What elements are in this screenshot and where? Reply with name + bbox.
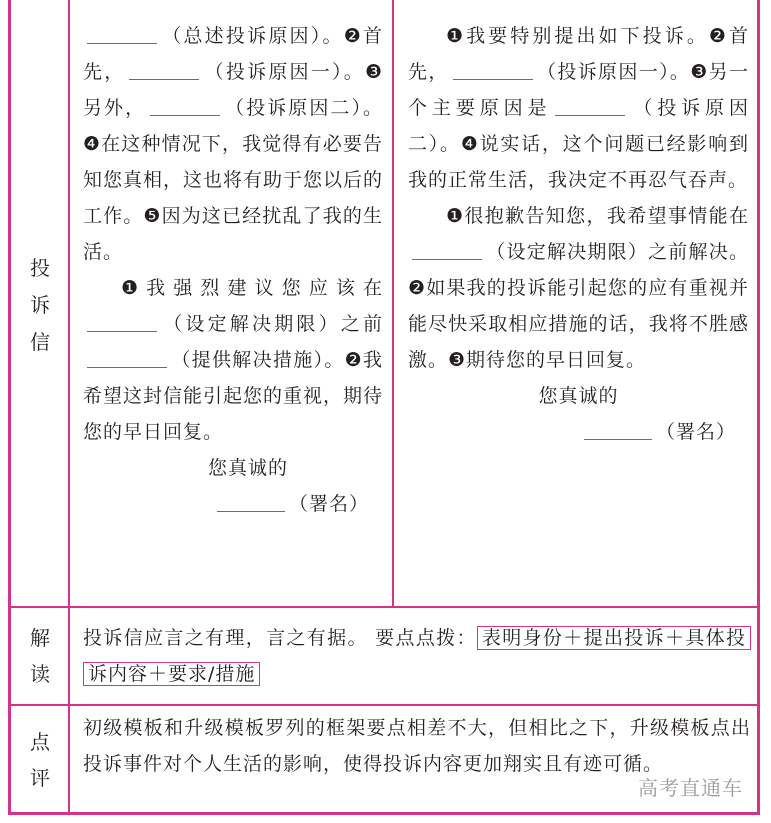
blank xyxy=(584,417,652,440)
blank xyxy=(150,93,220,116)
paragraph xyxy=(83,18,383,270)
paragraph-text: ❶很抱歉告知您，我希望事情能在 xyxy=(446,205,749,227)
closing: 您真诚的 xyxy=(207,457,288,479)
row-divider xyxy=(11,606,757,608)
paragraph-text: ❶我要特别提出如下投诉。❷首先， xyxy=(408,25,749,83)
blank xyxy=(87,345,167,368)
interpretation-body: 投诉信应言之有理，言之有据。 要点点拨： xyxy=(83,627,477,649)
paragraph xyxy=(83,270,383,450)
blank xyxy=(129,57,199,80)
paragraph-text: （投诉原因二）。❹在这种情况下，我觉得有必要告知您真相，这也将有助于您以后的工作。❺因为这已经扰乱了我的生活。 xyxy=(83,97,384,263)
paragraph-text: （投诉原因一）。❸另一个主要原因是 xyxy=(408,61,749,119)
blank xyxy=(87,309,157,332)
paragraph-text: ❶我强烈建议您应该在 xyxy=(121,277,383,299)
blank xyxy=(87,21,157,44)
blank xyxy=(412,237,482,260)
advanced-template xyxy=(408,18,749,450)
paragraph-text: （投诉原因一）。❸另外， xyxy=(83,61,383,119)
comment-text: 初级模板和升级模板罗列的框架要点相差不大，但相比之下，升级模板点出投诉事件对个人生活的影响，使得投诉内容更加翔实且有迹可循。 xyxy=(83,717,751,775)
paragraph-text: （设定解决期限）之前 xyxy=(161,313,383,335)
column-divider xyxy=(392,0,394,608)
paragraph-text: （总述投诉原因）。❷首先， xyxy=(83,25,383,83)
basic-template xyxy=(83,18,383,522)
signature-label: （署名） xyxy=(289,493,370,515)
paragraph xyxy=(408,18,749,198)
template-table xyxy=(8,0,760,815)
paragraph-text: （设定解决期限）之前解决。❷如果我的投诉能引起您的应有重视并能尽快采取相应措施的话，我将不胜感激。❸期待您的早日回复。 xyxy=(408,241,749,371)
advanced-paragraphs xyxy=(408,18,749,378)
row-divider xyxy=(11,704,757,706)
signature-label: （署名） xyxy=(656,421,737,443)
paragraph-text: （投诉原因二）。❹说实话，这个问题已经影响到我的正常生活，我决定不再忍气吞声。 xyxy=(408,97,749,191)
interpretation-text xyxy=(83,620,751,692)
blank xyxy=(555,93,625,116)
row-label-interpretation: 解读 xyxy=(30,626,50,686)
basic-paragraphs xyxy=(83,18,383,450)
row-label-comment: 点评 xyxy=(30,730,50,790)
key-points-box: 表明身份＋提出投诉＋具体投诉内容＋要求/措施 xyxy=(83,626,751,686)
signature-line xyxy=(408,414,749,450)
blank xyxy=(217,489,285,512)
blank xyxy=(453,57,533,80)
paragraph xyxy=(408,198,749,378)
row-label-letter: 投诉信 xyxy=(30,256,50,354)
paragraph-text: （提供解决措施）。❷我希望这封信能引起您的重视，期待您的早日回复。 xyxy=(83,349,384,443)
watermark: 高考直通车 xyxy=(638,776,743,800)
closing: 您真诚的 xyxy=(538,385,619,407)
signature-line xyxy=(83,486,383,522)
